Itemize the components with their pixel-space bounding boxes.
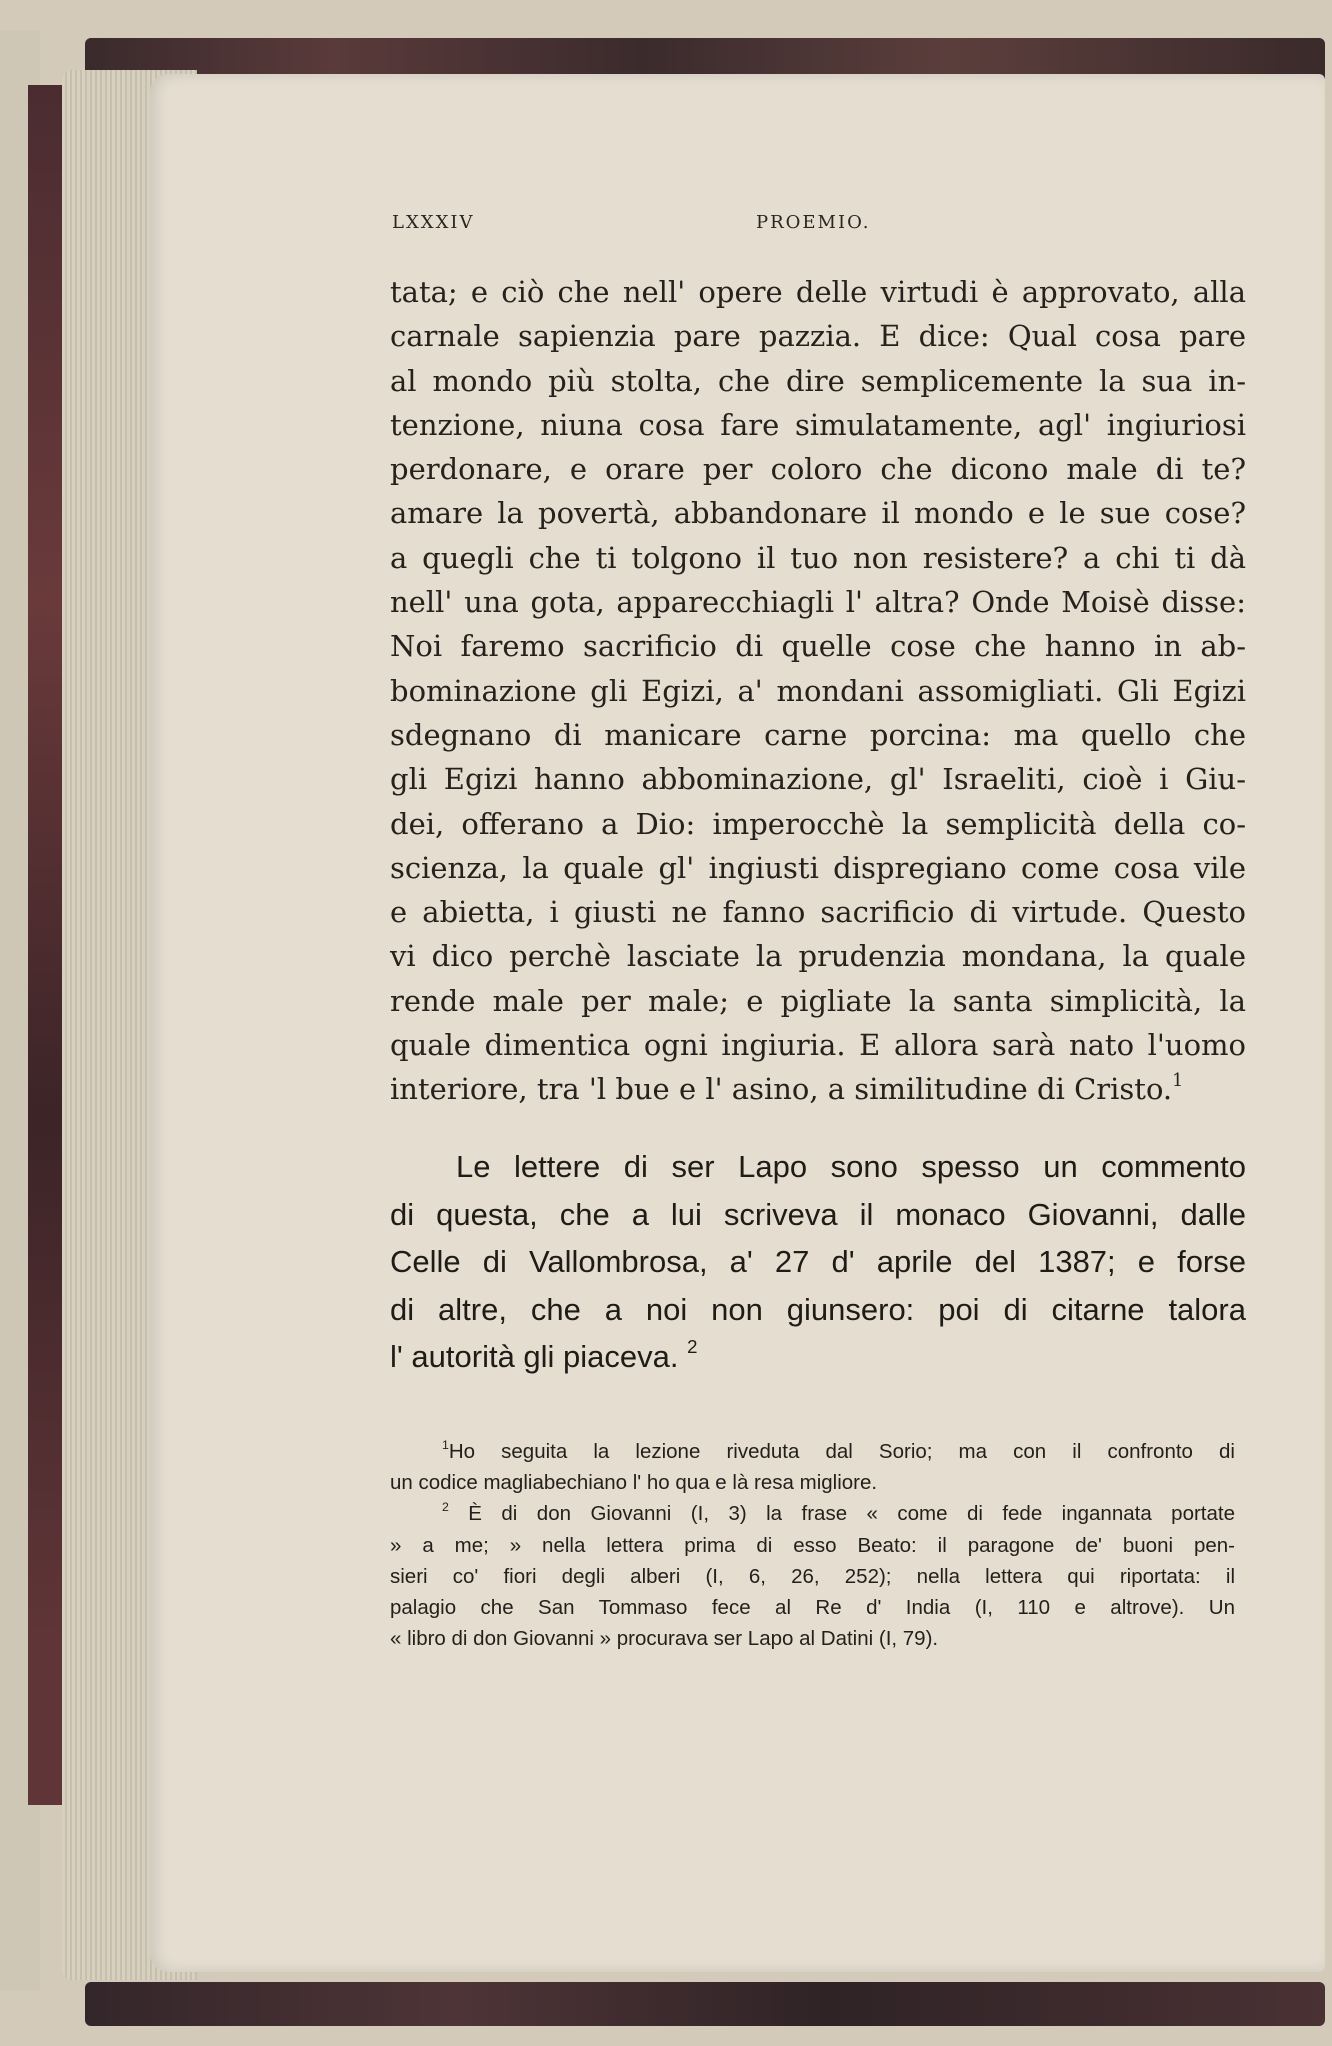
footnotes <box>390 1436 1235 1654</box>
footnote-marker: 2 <box>442 1500 449 1515</box>
text-line: bominazione gli Egizi, a' mondani assomigliati. Gli Egizi <box>390 673 1246 708</box>
text-line: gli Egizi hanno abbominazione, gl' Israeliti, cioè i Giu- <box>390 762 1246 797</box>
footnote-line <box>390 1436 1235 1467</box>
running-title: PROEMIO. <box>756 212 871 233</box>
text-line-last <box>390 1333 1246 1381</box>
text-line-last <box>390 1067 1246 1111</box>
footnote-line: palagio che San Tommaso fece al Re d' India (I, 110 e altrove). Un <box>390 1596 1235 1620</box>
text-line: rende male per male; e pigliate la santa simplicità, la <box>390 983 1246 1018</box>
text-line: amare la povertà, abbandonare il mondo e le sue cose? <box>390 496 1246 531</box>
footnote-ref: 2 <box>687 1336 698 1358</box>
text-line: dei, offerano a Dio: imperocchè la semplicità della co- <box>390 806 1246 841</box>
text-line: vi dico perchè lasciate la prudenzia mondana, la quale <box>390 939 1246 974</box>
text-line: di questa, che a lui scriveva il monaco Giovanni, dalle <box>390 1196 1246 1232</box>
text-line: quale dimentica ogni ingiuria. E allora sarà nato l'uomo <box>390 1028 1246 1063</box>
text-line: tenzione, niuna cosa fare simulatamente, agl' ingiuriosi <box>390 407 1246 442</box>
footnote-text: È di don Giovanni (I, 3) la frase « come di fede ingannata portate <box>468 1502 1235 1526</box>
footnote-text: Ho seguita la lezione riveduta dal Sorio; ma con il confronto di <box>448 1440 1235 1463</box>
footnote-line: » a me; » nella lettera prima di esso Beato: il paragone de' buoni pen- <box>390 1533 1235 1557</box>
footnote-line <box>390 1498 1235 1529</box>
footnote-line: « libro di don Giovanni » procurava ser Lapo al Datini (I, 79). <box>390 1627 939 1651</box>
text-line: l' autorità gli piaceva. <box>390 1339 679 1375</box>
text-line: tata; e ciò che nell' opere delle virtudi è approvato, alla <box>390 275 1246 309</box>
page-number: LXXXIV <box>392 212 475 233</box>
text-line: di altre, che a noi non giunsero: poi di citarne talora <box>390 1291 1246 1327</box>
text-line: scienza, la quale gl' ingiusti dispregiano come cosa vile <box>390 850 1246 885</box>
text-line: sdegnano di manicare carne porcina: ma quello che <box>390 717 1246 752</box>
text-line: Noi faremo sacrificio di quelle cose che hanno in ab- <box>390 629 1246 664</box>
footnote-line: un codice magliabechiano l' ho qua e là resa migliore. <box>390 1471 878 1495</box>
running-head <box>392 212 884 238</box>
book-cover-bottom <box>85 1982 1325 2026</box>
second-paragraph <box>390 1143 1246 1381</box>
footnote-ref: 1 <box>1172 1071 1184 1092</box>
text-line: interiore, tra 'l bue e l' asino, a similitudine di Cristo. <box>390 1072 1173 1107</box>
footnote-marker: 1 <box>442 1437 449 1452</box>
text-line: Celle di Vallombrosa, a' 27 d' aprile del 1387; e forse <box>390 1244 1246 1280</box>
text-line: carnale sapienzia pare pazzia. E dice: Qual cosa pare <box>390 319 1246 354</box>
text-line: Le lettere di ser Lapo sono spesso un commento <box>456 1149 1246 1184</box>
text-line: a quegli che ti tolgono il tuo non resistere? a chi ti dà <box>390 540 1246 575</box>
main-paragraph <box>390 270 1246 1112</box>
text-line: perdonare, e orare per coloro che dicono male di te? <box>390 452 1246 487</box>
footnote-line: sieri co' fiori degli alberi (I, 6, 26, 252); nella lettera qui riportata: il <box>390 1564 1235 1588</box>
text-line: e abietta, i giusti ne fanno sacrificio di virtude. Questo <box>390 895 1246 930</box>
text-line: al mondo più stolta, che dire semplicemente la sua in- <box>390 363 1246 398</box>
text-line: nell' una gota, apparecchiagli l' altra? Onde Moisè disse: <box>390 585 1246 620</box>
